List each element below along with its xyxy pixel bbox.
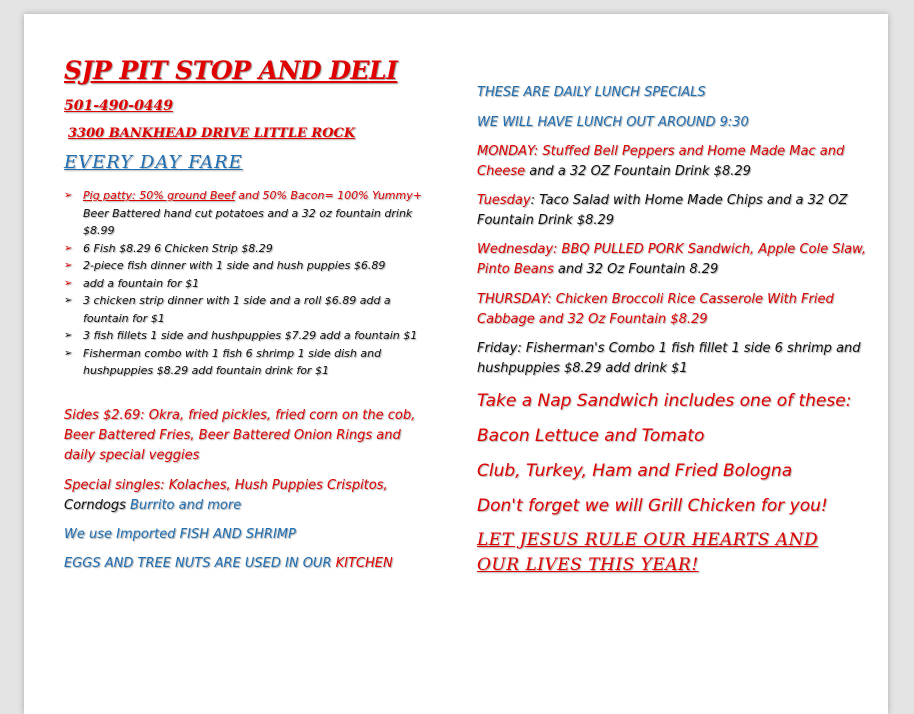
special-singles-text: Special singles: Kolaches, Hush Puppies Crispitos, Corndogs Burrito and more (64, 478, 388, 513)
thursday-special: THURSDAY: Chicken Broccoli Rice Casserole With Fried Cabbage and 32 Oz Fountain $8.29 (477, 292, 834, 327)
arrow-bullet-icon: ➢ (64, 260, 73, 271)
arrow-bullet-icon: ➢ (64, 295, 73, 306)
wednesday-special: Wednesday: BBQ PULLED PORK Sandwich, Apple Cole Slaw, Pinto Beans and 32 Oz Fountain 8.29 (477, 242, 866, 277)
closing-message: LET JESUS RULE OUR HEARTS AND OUR LIVES THIS YEAR! (477, 530, 819, 575)
nap-option-blt: Bacon Lettuce and Tomato (477, 426, 705, 446)
fare-item: ➢ Pig patty: 50% ground Beef and 50% Bacon= 100% Yummy+ Beer Battered hand cut potatoes and a 32 oz fountain drink $8.99 (64, 189, 422, 237)
everyday-fare-heading: EVERY DAY FARE (64, 152, 243, 173)
arrow-bullet-icon: ➢ (64, 330, 73, 341)
document-page (24, 14, 888, 714)
address: 3300 BANKHEAD DRIVE LITTLE ROCK (68, 126, 356, 141)
arrow-bullet-icon: ➢ (64, 277, 73, 289)
nap-sandwich-heading: Take a Nap Sandwich includes one of these: (477, 391, 852, 411)
arrow-bullet-icon: ➢ (64, 347, 73, 359)
nap-option-club: Club, Turkey, Ham and Fried Bologna (477, 461, 793, 481)
friday-special: Friday: Fisherman's Combo 1 fish fillet 1 side 6 shrimp and hushpuppies $8.29 add drink $1 (477, 341, 861, 376)
phone-number: 501-490-0449 (64, 98, 174, 114)
grill-chicken-note: Don't forget we will Grill Chicken for you! (477, 496, 828, 516)
monday-special: MONDAY: Stuffed Bell Peppers and Home Made Mac and Cheese and a 32 OZ Fountain Drink $8.29 (477, 144, 845, 179)
fare-item: ➢ add a fountain for $1 (64, 275, 436, 293)
fare-item: ➢ 3 chicken strip dinner with 1 side and a roll $6.89 add a fountain for $1 (64, 294, 391, 325)
restaurant-name: SJP PIT STOP AND DELI (64, 56, 398, 85)
lunch-time-text: WE WILL HAVE LUNCH OUT AROUND 9:30 (477, 115, 749, 130)
fare-list (64, 187, 436, 380)
arrow-bullet-icon: ➢ (64, 190, 73, 201)
arrow-bullet-icon: ➢ (64, 242, 73, 254)
fare-item: ➢ 3 fish fillets 1 side and hushpuppies $7.29 add a fountain $1 (64, 327, 436, 345)
sides-text: Sides $2.69: Okra, fried pickles, fried corn on the cob, Beer Battered Fries, Beer Battered Onion Rings and daily special veggies (64, 408, 416, 463)
tuesday-special: Tuesday: Taco Salad with Home Made Chips and a 32 OZ Fountain Drink $8.29 (477, 193, 848, 228)
allergen-text: EGGS AND TREE NUTS ARE USED IN OUR KITCHEN (64, 556, 393, 571)
imported-fish-text: We use Imported FISH AND SHRIMP (64, 527, 296, 542)
fare-item: ➢ Fisherman combo with 1 fish 6 shrimp 1 side dish and hushpuppies $8.29 add fountain drink for $1 (64, 346, 382, 377)
specials-heading: THESE ARE DAILY LUNCH SPECIALS (477, 85, 706, 100)
fare-item: ➢ 6 Fish $8.29 6 Chicken Strip $8.29 (64, 240, 436, 258)
fare-item: ➢ 2-piece fish dinner with 1 side and hush puppies $6.89 (64, 257, 436, 275)
